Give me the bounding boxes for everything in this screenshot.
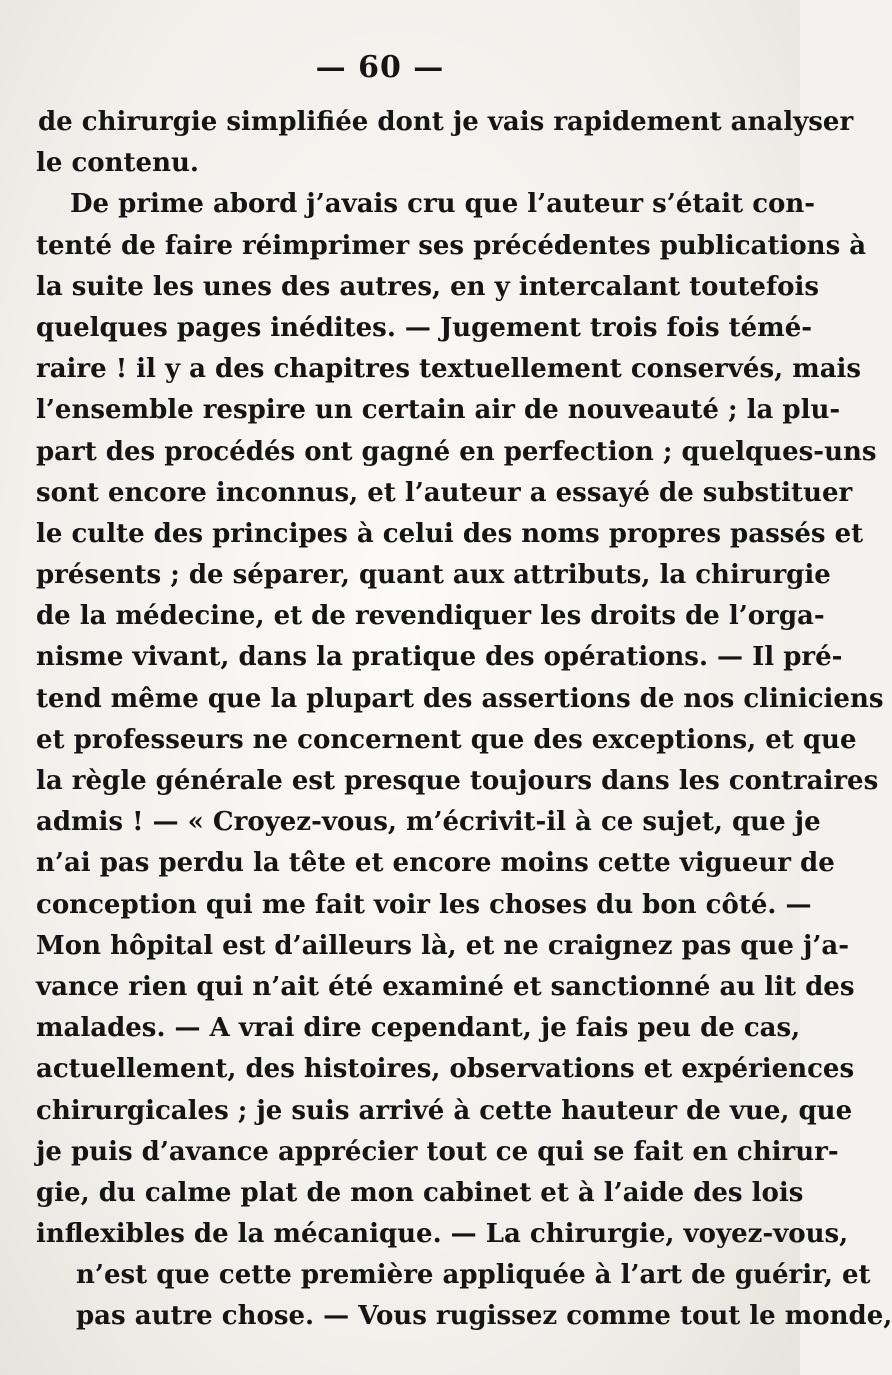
text-line: De prime abord j’avais cru que l’auteur s’était con- xyxy=(70,189,816,220)
text-line: la règle générale est presque toujours dans les contraires xyxy=(36,766,879,796)
text-line: inflexibles de la mécanique. — La chirurgie, voyez-vous, xyxy=(36,1219,849,1250)
body-text xyxy=(36,102,892,1338)
text-line: le contenu. xyxy=(36,148,199,179)
text-line: l’ensemble respire un certain air de nouveauté ; la plu- xyxy=(36,395,841,426)
page-number: — 60 — xyxy=(315,50,445,85)
text-line: conception qui me fait voir les choses du bon côté. — xyxy=(36,889,812,920)
text-line: je puis d’avance apprécier tout ce qui se fait en chirur- xyxy=(36,1136,839,1167)
text-line: gie, du calme plat de mon cabinet et à l’aide des lois xyxy=(36,1177,804,1208)
text-line: et professeurs ne concernent que des exceptions, et que xyxy=(36,724,857,755)
text-line: raire ! il y a des chapitres textuellement conservés, mais xyxy=(36,354,862,385)
text-line: pas autre chose. — Vous rugissez comme tout le monde, xyxy=(76,1301,892,1332)
text-line: Mon hôpital est d’ailleurs là, et ne craignez pas que j’a- xyxy=(36,930,850,961)
text-line: n’est que cette première appliquée à l’art de guérir, et xyxy=(76,1260,871,1291)
text-line: quelques pages inédites. — Jugement trois fois témé- xyxy=(36,312,813,343)
text-line: admis ! — « Croyez-vous, m’écrivit-il à ce sujet, que je xyxy=(36,807,821,838)
text-line: présents ; de séparer, quant aux attributs, la chirurgie xyxy=(36,560,831,591)
text-line: malades. — A vrai dire cependant, je fais peu de cas, xyxy=(36,1013,801,1044)
text-line: sont encore inconnus, et l’auteur a essayé de substituer xyxy=(36,477,853,508)
text-line: de chirurgie simplifiée dont je vais rapidement analyser xyxy=(38,107,854,137)
text-line: nisme vivant, dans la pratique des opérations. — Il pré- xyxy=(36,642,843,673)
text-line: part des procédés ont gagné en perfection ; quelques-uns xyxy=(36,436,877,467)
text-line: actuellement, des histoires, observations et expériences xyxy=(36,1054,855,1085)
text-line: tend même que la plupart des assertions de nos cliniciens xyxy=(36,683,884,714)
text-line: chirurgicales ; je suis arrivé à cette hauteur de vue, que xyxy=(36,1095,853,1126)
text-line: le culte des principes à celui des noms propres passés et xyxy=(36,518,864,549)
text-line: tenté de faire réimprimer ses précédentes publications à xyxy=(36,230,867,261)
text-line: la suite les unes des autres, en y intercalant toutefois xyxy=(36,271,819,302)
text-line: n’ai pas perdu la tête et encore moins cette vigueur de xyxy=(36,848,835,879)
text-line: de la médecine, et de revendiquer les droits de l’orga- xyxy=(36,601,825,632)
text-line: vance rien qui n’ait été examiné et sanctionné au lit des xyxy=(36,971,855,1002)
